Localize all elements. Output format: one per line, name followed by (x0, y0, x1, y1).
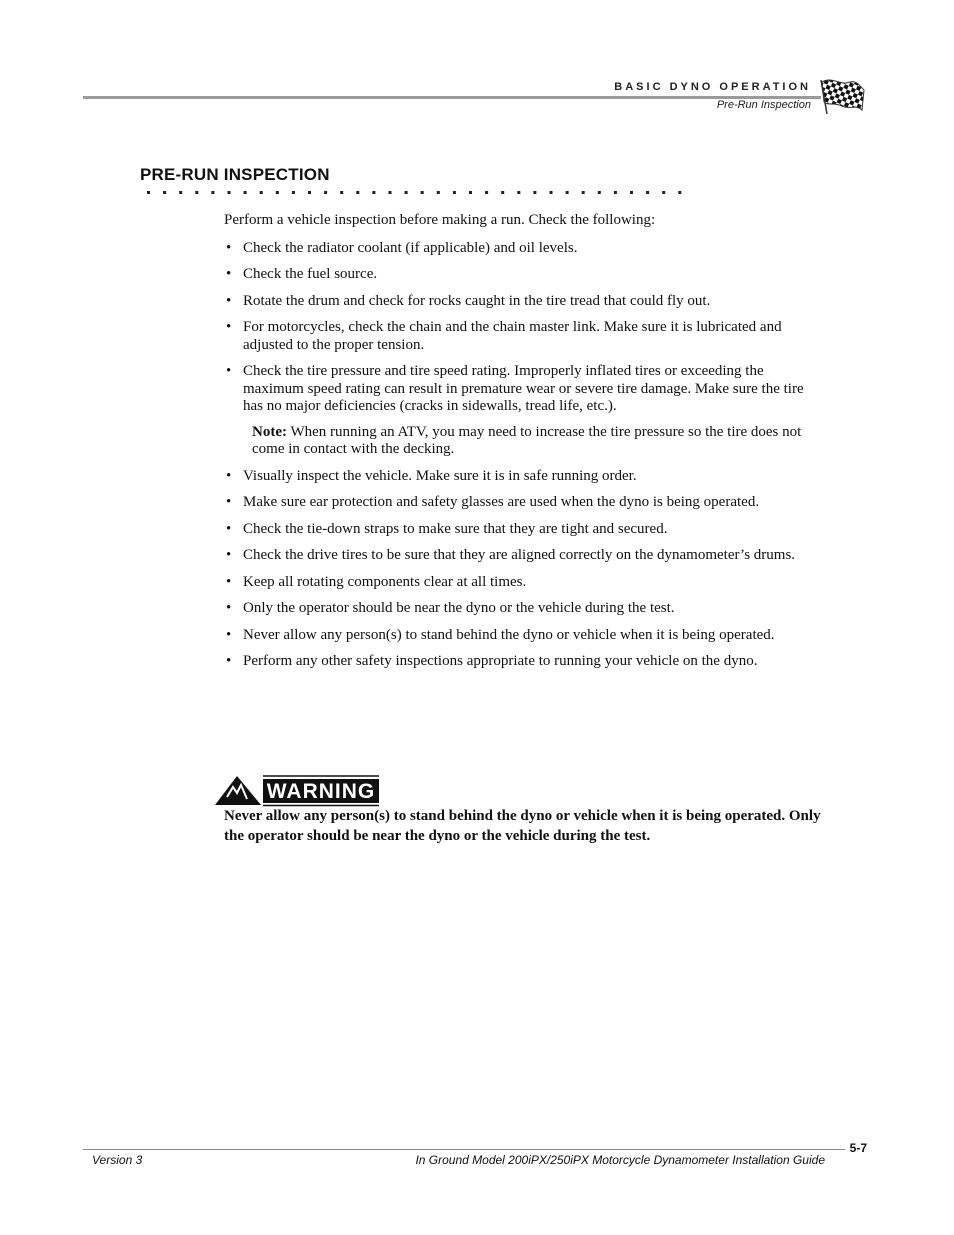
checklist-b (224, 468, 816, 671)
list-item: • Never allow any person(s) to stand behind the dyno or vehicle when it is being operated. (224, 627, 816, 645)
footer-version: Version 3 (92, 1153, 143, 1167)
list-item: • Only the operator should be near the dyno or the vehicle during the test. (224, 600, 816, 618)
page-number: 5-7 (849, 1141, 867, 1155)
intro-paragraph: Perform a vehicle inspection before making a run. Check the following: (224, 212, 656, 228)
list-item: • Rotate the drum and check for rocks caught in the tire tread that could fly out. (224, 293, 816, 311)
list-item: • Check the tire pressure and tire speed rating. Improperly inflated tires or exceeding the maximum speed rating can result in premature wear or severe tire damage. Make sure the tire has no major deficiencies (cracks in sidewalls, tread life, etc.). (224, 363, 816, 416)
header-chapter-title: BASIC DYNO OPERATION (614, 81, 811, 93)
list-item: • Check the tie-down straps to make sure that they are tight and secured. (224, 521, 816, 539)
list-item: • Check the radiator coolant (if applicable) and oil levels. (224, 240, 816, 258)
body-content (224, 212, 816, 680)
note-paragraph (252, 424, 816, 459)
page-title: PRE-RUN INSPECTION (140, 165, 330, 184)
checkered-flag-icon (818, 76, 866, 116)
list-item: • Check the fuel source. (224, 266, 816, 284)
list-item: • Perform any other safety inspections appropriate to running your vehicle on the dyno. (224, 653, 816, 671)
dotted-rule (141, 189, 701, 197)
checklist-a (224, 240, 816, 416)
list-item: • Make sure ear protection and safety glasses are used when the dyno is being operated. (224, 494, 816, 512)
list-item: • Check the drive tires to be sure that they are aligned correctly on the dynamometer’s drums. (224, 547, 816, 565)
warning-label: WARNING (266, 780, 376, 803)
note-label: Note: (252, 423, 287, 440)
footer-rule (83, 1149, 845, 1150)
list-item: • Keep all rotating components clear at all times. (224, 574, 816, 592)
warning-badge (213, 773, 383, 807)
list-item: • Visually inspect the vehicle. Make sure it is in safe running order. (224, 468, 816, 486)
note-text: When running an ATV, you may need to increase the tire pressure so the tire does not come in contact with the decking. (252, 423, 802, 457)
list-item: • For motorcycles, check the chain and the chain master link. Make sure it is lubricated and adjusted to the proper tension. (224, 319, 816, 354)
warning-text: Never allow any person(s) to stand behind the dyno or vehicle when it is being operated. Only the operator should be near the dyno or the vehicle during the test. (224, 808, 821, 844)
footer-guide-title: In Ground Model 200iPX/250iPX Motorcycle Dynamometer Installation Guide (415, 1153, 825, 1167)
header-section-title: Pre-Run Inspection (716, 99, 811, 111)
header-rule (83, 96, 821, 99)
